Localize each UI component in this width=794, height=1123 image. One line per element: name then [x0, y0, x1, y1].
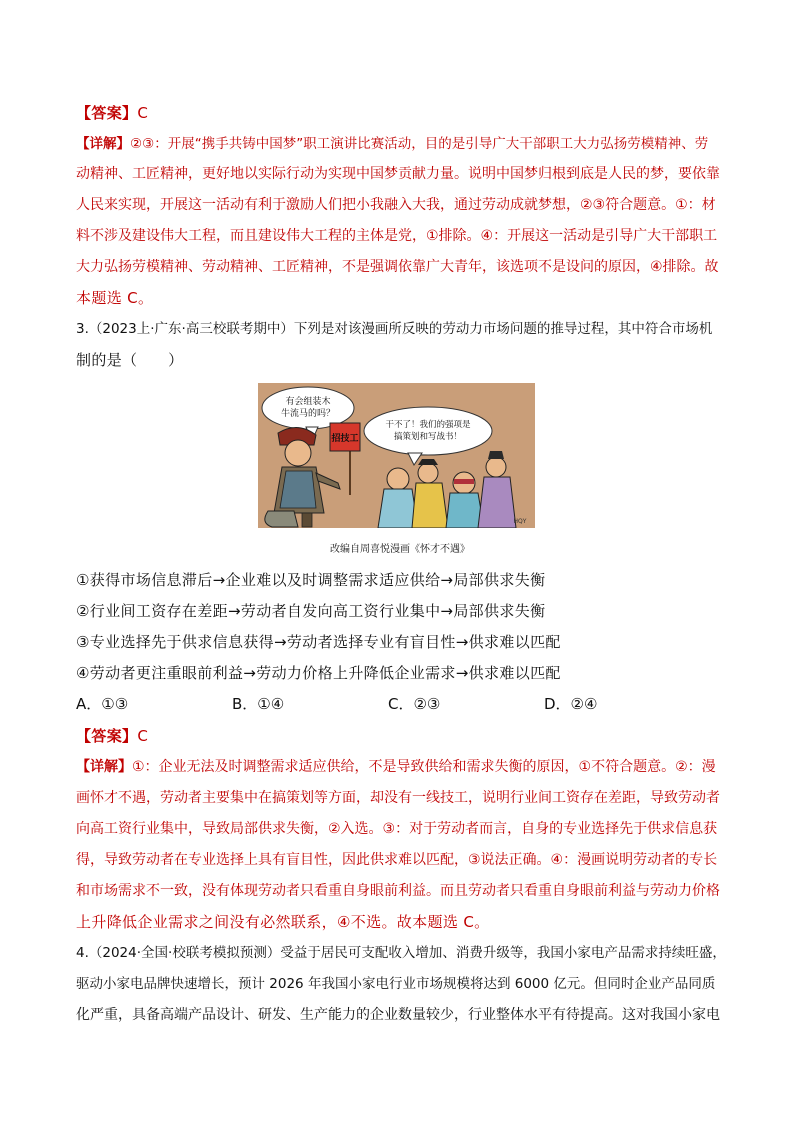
answer-value: C [137, 104, 149, 122]
cartoon-illustration [258, 383, 535, 528]
q2-detail-line-6: 本题选 C。 [76, 289, 154, 307]
statement-1: ①获得市场信息滞后→企业难以及时调整需求适应供给→局部供求失衡 [76, 571, 546, 589]
statement-3: ③专业选择先于供求信息获得→劳动者选择专业有盲目性→供求难以匹配 [76, 633, 561, 651]
option-d: D．②④ [544, 695, 598, 713]
statement-4: ④劳动者更注重眼前利益→劳动力价格上升降低企业需求→供求难以匹配 [76, 664, 561, 682]
cartoon-caption: 改编自周喜悦漫画《怀才不遇》 [330, 544, 470, 555]
artist-signature: HQY [513, 518, 527, 525]
q3-detail-line-2: 画怀才不遇，劳动者主要集中在搞策划等方面，却没有一线技工，说明行业间工资存在差距，导致劳动者 [76, 790, 720, 806]
statement-2: ②行业间工资存在差距→劳动者自发向高工资行业集中→局部供求失衡 [76, 602, 546, 620]
q3-stem-line-1: 3.（2023上·广东·高三校联考期中）下列是对该漫画所反映的劳动力市场问题的推导过程，其中符合市场机 [76, 321, 713, 337]
q3-answer-line [76, 726, 726, 746]
q3-detail-line-1 [76, 757, 726, 777]
cartoon-image [258, 383, 535, 528]
q3-stem-line-2: 制的是（ ） [76, 351, 184, 369]
q2-detail-line-3: 人民来实现，开展这一活动有利于激励人们把小我融入大我，通过劳动成就梦想，②③符合题意。①：材 [76, 197, 716, 213]
q4-stem-line-2: 驱动小家电品牌快速增长，预计 2026 年我国小家电行业市场规模将达到 6000 亿元。但同时企业产品同质 [76, 976, 716, 992]
sign-text: 招技工 [331, 434, 359, 444]
option-c: C．②③ [388, 695, 441, 713]
q2-detail-line-2: 动精神、工匠精神，更好地以实际行动为实现中国梦贡献力量。说明中国梦归根到底是人民的梦，要依靠 [76, 166, 720, 182]
detail-text: ②③：开展“携手共铸中国梦”职工演讲比赛活动，目的是引导广大干部职工大力弘扬劳模精神、劳 [130, 136, 709, 152]
q2-detail-line-1 [76, 134, 726, 154]
answer-value: C [137, 727, 149, 745]
q2-answer-line [76, 103, 726, 123]
q2-detail-line-4: 料不涉及建设伟大工程，而且建设伟大工程的主体是党，①排除。④：开展这一活动是引导广大干部职工 [76, 228, 718, 244]
option-b: B．①④ [232, 695, 285, 713]
bubble-right-line2: 搞策划和写战书！ [393, 432, 463, 442]
q3-detail-line-6: 上升降低企业需求之间没有必然联系，④不选。故本题选 C。 [76, 913, 490, 931]
detail-text: ①：企业无法及时调整需求适应供给，不是导致供给和需求失衡的原因，①不符合题意。②：漫 [132, 759, 716, 775]
answer-tag: 【答案】 [76, 104, 138, 122]
detail-tag: 【详解】 [76, 759, 132, 775]
detail-tag: 【详解】 [76, 136, 130, 152]
bubble-right-line1: 干不了！我们的强项是 [385, 420, 471, 430]
bubble-left-line2: 牛流马的吗？ [280, 409, 336, 419]
q4-stem-line-3: 化严重，具备高端产品设计、研发、生产能力的企业数量较少，行业整体水平有待提高。这对我国小家电 [76, 1007, 720, 1023]
bubble-left-line1: 有会组装木 [285, 397, 331, 407]
option-a: A．①③ [76, 695, 129, 713]
q3-detail-line-4: 得，导致劳动者在专业选择上具有盲目性，因此供求难以匹配，③说法正确。④：漫画说明劳动者的专长 [76, 852, 718, 868]
answer-tag: 【答案】 [76, 727, 138, 745]
q4-stem-line-1: 4.（2024·全国·校联考模拟预测）受益于居民可支配收入增加、消费升级等，我国小家电产品需求持续旺盛， [76, 945, 726, 961]
q2-detail-line-5: 大力弘扬劳模精神、劳动精神、工匠精神，不是强调依靠广大青年，该选项不是设问的原因，④排除。故 [76, 259, 719, 275]
q3-detail-line-5: 和市场需求不一致，没有体现劳动者只看重自身眼前利益。而且劳动者只看重自身眼前利益与劳动力价格 [76, 883, 720, 899]
q3-detail-line-3: 向高工资行业集中，导致局部供求失衡，②入选。③：对于劳动者而言，自身的专业选择先于供求信息获 [76, 821, 718, 837]
